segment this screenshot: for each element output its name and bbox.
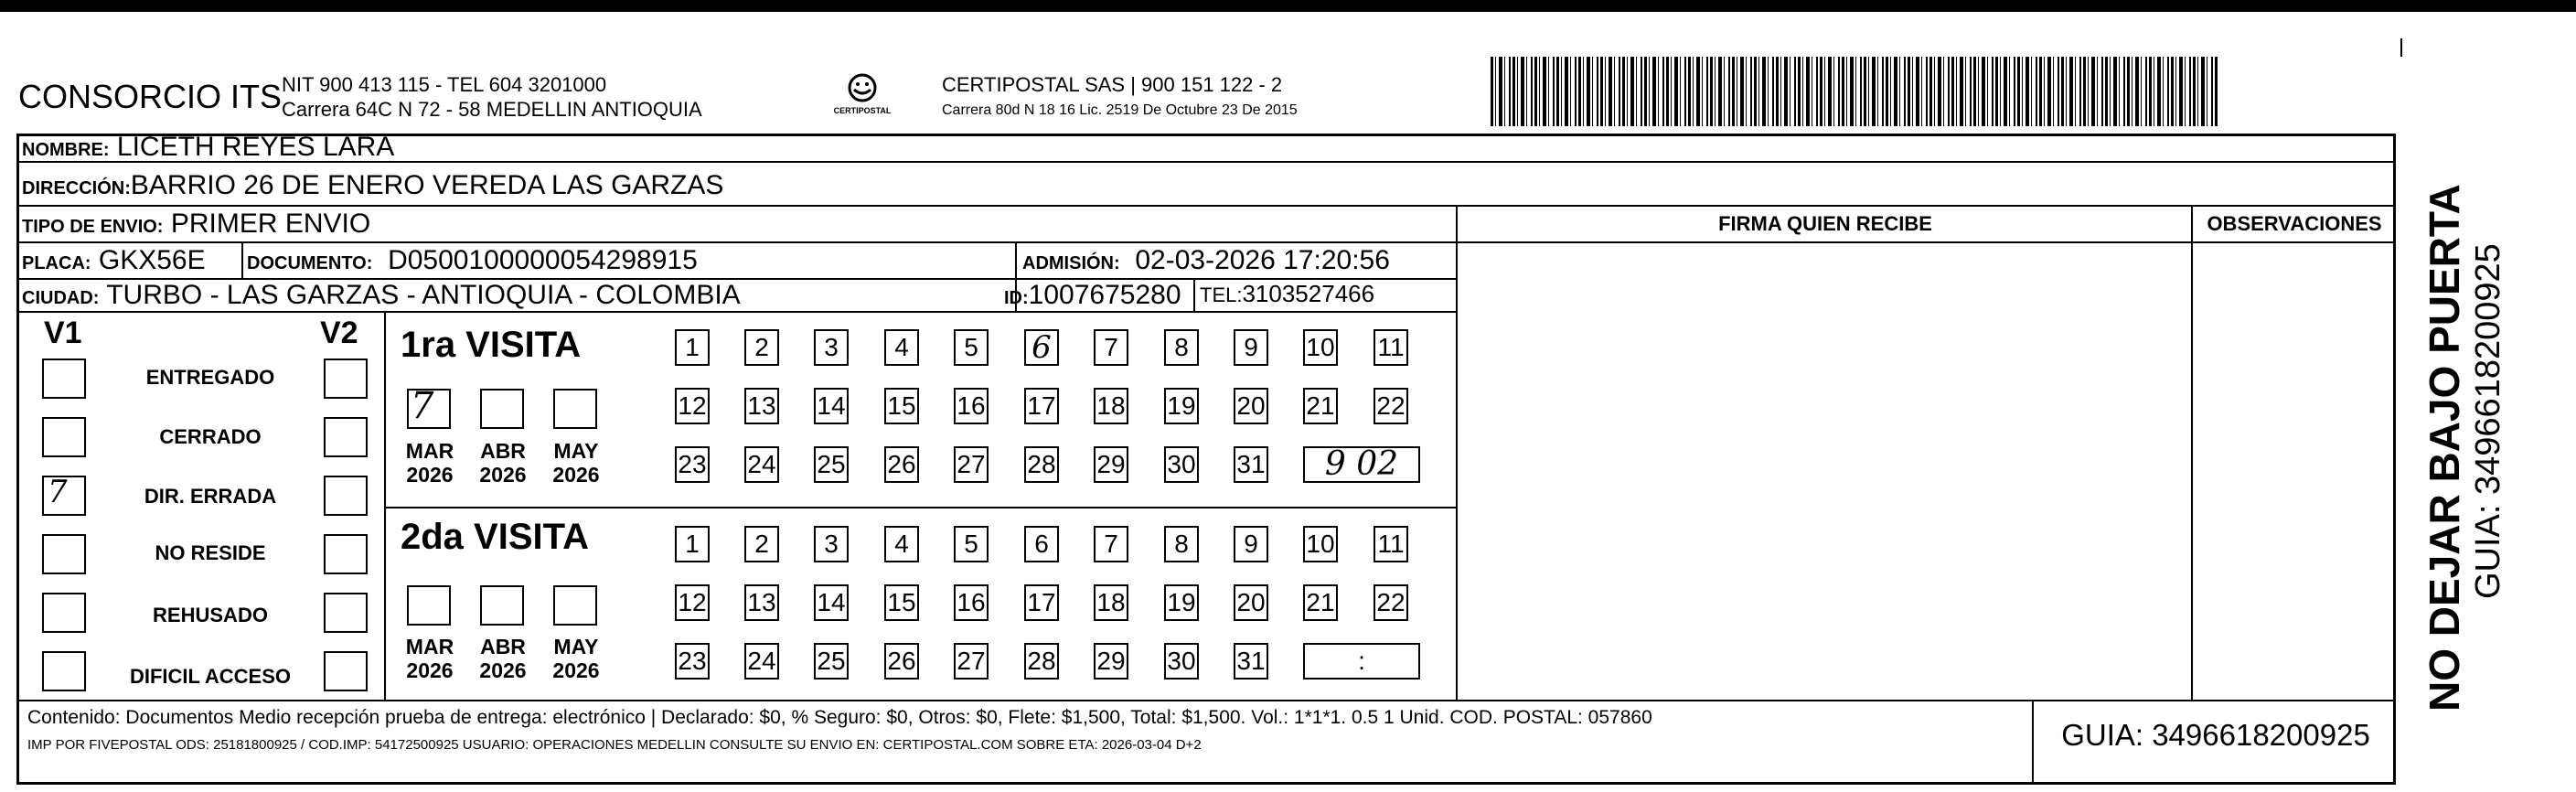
visit-2-day-24-box[interactable]: 24 <box>744 643 779 680</box>
v2-no-reside-checkbox[interactable] <box>324 534 368 574</box>
visit-1-time-box[interactable]: 9 02 <box>1303 446 1420 483</box>
visit-2-day-11-box[interactable]: 11 <box>1374 526 1408 562</box>
visit-2-day-10-box[interactable]: 10 <box>1303 526 1338 562</box>
handwritten-check-mark: 7 <box>48 474 68 510</box>
admision-value: 02-03-2026 17:20:56 <box>1135 245 1390 275</box>
visit-1-month-may-checkbox[interactable] <box>553 389 597 429</box>
visit-1-day-13-box[interactable]: 13 <box>744 388 779 424</box>
visit-2-month-mar-checkbox[interactable] <box>407 585 451 626</box>
month-label: MAR <box>405 439 454 463</box>
nombre-label: NOMBRE: <box>22 140 110 160</box>
company-nit: NIT 900 413 115 - TEL 604 3201000 <box>282 73 607 96</box>
cell-line <box>384 311 386 700</box>
logo-icon <box>830 70 894 124</box>
v2-dir-errada-checkbox[interactable] <box>324 476 368 516</box>
month-label: ABR <box>480 439 526 463</box>
top-border-bar <box>0 0 2576 12</box>
v1-entregado-checkbox[interactable] <box>42 359 86 399</box>
documento-row <box>247 245 698 276</box>
visit-1-title: 1ra VISITA <box>401 325 582 365</box>
visit-1-day-30-box[interactable]: 30 <box>1164 446 1199 483</box>
v1-dir-errada-checkbox[interactable] <box>42 476 86 516</box>
visit-2-day-1-box[interactable]: 1 <box>675 526 710 562</box>
ciudad-value: TURBO - LAS GARZAS - ANTIOQUIA - COLOMBIA <box>106 280 741 310</box>
direccion-label: DIRECCIÓN: <box>22 178 131 198</box>
visit-2-time-box[interactable]: : <box>1303 643 1420 680</box>
footer-line <box>16 700 2396 701</box>
tel-label: TEL: <box>1200 284 1243 306</box>
footer-guia: GUIA: 3496618200925 <box>2061 718 2370 752</box>
visit-1-day-10-box[interactable]: 10 <box>1303 329 1338 366</box>
v1-cerrado-checkbox[interactable] <box>42 417 86 457</box>
visit-2-month-may-checkbox[interactable] <box>553 585 597 626</box>
handwritten-check-mark: 7 <box>411 385 434 427</box>
v2-cerrado-checkbox[interactable] <box>324 417 368 457</box>
placa-label: PLACA: <box>22 253 91 273</box>
visit-2-day-20-box[interactable]: 20 <box>1234 584 1268 621</box>
v2-dificil-acceso-checkbox[interactable] <box>324 651 368 691</box>
corner-mark <box>2400 38 2402 57</box>
visit-2-day-9-box[interactable]: 9 <box>1234 526 1268 562</box>
visit-2-day-27-box[interactable]: 27 <box>954 643 989 680</box>
year-label: 2026 <box>552 658 600 682</box>
visit-2-title: 2da VISITA <box>401 517 589 557</box>
visit-2-day-28-box[interactable]: 28 <box>1024 643 1059 680</box>
visit-1-day-6-box[interactable]: 6 <box>1024 329 1059 366</box>
v2-rehusado-checkbox[interactable] <box>324 593 368 633</box>
visit-1-day-27-box[interactable]: 27 <box>954 446 989 483</box>
month-label: MAY <box>553 439 599 463</box>
v1-dificil-acceso-checkbox[interactable] <box>42 651 86 691</box>
status-dir-errada: DIR. ERRADA <box>144 485 277 508</box>
tipo-row <box>22 209 370 240</box>
visit-2-month-abr-checkbox[interactable] <box>480 585 524 626</box>
cell-line <box>1193 278 1195 311</box>
visit-2-day-13-box[interactable]: 13 <box>744 584 779 621</box>
visit-2-day-3-box[interactable]: 3 <box>814 526 849 562</box>
admision-row <box>1022 245 1390 276</box>
tipo-label: TIPO DE ENVIO: <box>22 217 164 237</box>
visit-2-day-6-box[interactable]: 6 <box>1024 526 1059 562</box>
visit-2-day-12-box[interactable]: 12 <box>675 584 710 621</box>
col-line <box>2191 205 2193 700</box>
visit-1-day-4-box[interactable]: 4 <box>884 329 919 366</box>
admision-label: ADMISIÓN: <box>1022 253 1120 273</box>
visit-2-day-23-box[interactable]: 23 <box>675 643 710 680</box>
cell-line <box>2032 700 2034 785</box>
visit-2-day-15-box[interactable]: 15 <box>884 584 919 621</box>
company-name: CONSORCIO ITS <box>18 78 283 115</box>
v2-header: V2 <box>320 316 358 350</box>
placa-row <box>22 245 206 276</box>
visit-divider-line <box>384 507 1457 508</box>
visit-2-day-26-box[interactable]: 26 <box>884 643 919 680</box>
logo-text: CERTIPOSTAL <box>833 106 892 115</box>
documento-value: D0500100000054298915 <box>388 245 698 275</box>
visit-2-day-2-box[interactable]: 2 <box>744 526 779 562</box>
visit-2-day-17-box[interactable]: 17 <box>1024 584 1059 621</box>
visit-1-day-20-box[interactable]: 20 <box>1234 388 1268 424</box>
visit-1-month-abr-checkbox[interactable] <box>480 389 524 429</box>
year-label: 2026 <box>406 658 454 682</box>
visit-2-day-4-box[interactable]: 4 <box>884 526 919 562</box>
month-label: MAY <box>553 635 599 658</box>
firma-header: FIRMA QUIEN RECIBE <box>1718 212 1932 235</box>
side-guia: GUIA: 3496618200925 <box>2469 243 2507 599</box>
visit-2-day-18-box[interactable]: 18 <box>1094 584 1128 621</box>
status-entregado: ENTREGADO <box>145 366 275 389</box>
visit-2-day-14-box[interactable]: 14 <box>814 584 849 621</box>
certipostal-logo <box>830 70 894 124</box>
imp-line: IMP POR FIVEPOSTAL ODS: 25181800925 / COD.IMP: 54172500925 USUARIO: OPERACIONES MEDELLIN CONSULTE SU ENVIO EN: CERTIPOSTAL.COM SOBRE ETA: 2026-03-04 D+2 <box>27 737 1202 753</box>
direccion-value: BARRIO 26 DE ENERO VEREDA LAS GARZAS <box>130 170 724 200</box>
visit-1-day-21-box[interactable]: 21 <box>1303 388 1338 424</box>
v1-rehusado-checkbox[interactable] <box>42 593 86 633</box>
visit-1-day-7-box[interactable]: 7 <box>1094 329 1128 366</box>
visit-1-day-19-box[interactable]: 19 <box>1164 388 1199 424</box>
visit-1-day-11-box[interactable]: 11 <box>1374 329 1408 366</box>
company-address: Carrera 64C N 72 - 58 MEDELLIN ANTIOQUIA <box>282 98 702 121</box>
v1-no-reside-checkbox[interactable] <box>42 534 86 574</box>
ciudad-row <box>22 280 741 311</box>
direccion-row <box>22 170 723 201</box>
visit-1-day-28-box[interactable]: 28 <box>1024 446 1059 483</box>
visit-1-day-2-box[interactable]: 2 <box>744 329 779 366</box>
visit-1-month-abr <box>476 439 530 487</box>
documento-label: DOCUMENTO: <box>247 253 373 273</box>
visit-2-day-7-box[interactable]: 7 <box>1094 526 1128 562</box>
no-dejar-bajo-puerta-notice: NO DEJAR BAJO PUERTA <box>2421 184 2468 712</box>
visit-2-month-may <box>549 635 604 682</box>
carrier-line: CERTIPOSTAL SAS | 900 151 122 - 2 <box>942 73 1283 96</box>
visit-1-day-29-box[interactable]: 29 <box>1094 446 1128 483</box>
visit-2-day-8-box[interactable]: 8 <box>1164 526 1199 562</box>
visit-2-day-31-box[interactable]: 31 <box>1234 643 1268 680</box>
visit-1-day-8-box[interactable]: 8 <box>1164 329 1199 366</box>
nombre-row <box>22 132 394 163</box>
visit-2-day-16-box[interactable]: 16 <box>954 584 989 621</box>
year-label: 2026 <box>479 463 527 487</box>
year-label: 2026 <box>479 658 527 682</box>
visit-1-day-22-box[interactable]: 22 <box>1374 388 1408 424</box>
barcode <box>1491 57 2218 126</box>
visit-1-day-16-box[interactable]: 16 <box>954 388 989 424</box>
visit-1-day-15-box[interactable]: 15 <box>884 388 919 424</box>
visit-1-month-mar-checkbox[interactable] <box>407 385 451 429</box>
carrier-address: Carrera 80d N 18 16 Lic. 2519 De Octubre 23 De 2015 <box>942 102 1298 118</box>
tel-row <box>1200 280 1374 308</box>
year-label: 2026 <box>406 463 454 487</box>
visit-2-day-29-box[interactable]: 29 <box>1094 643 1128 680</box>
visit-1-day-26-box[interactable]: 26 <box>884 446 919 483</box>
v2-entregado-checkbox[interactable] <box>324 359 368 399</box>
row-line <box>16 205 2396 207</box>
month-label: MAR <box>405 635 454 658</box>
ciudad-label: CIUDAD: <box>22 288 100 308</box>
visit-2-day-5-box[interactable]: 5 <box>954 526 989 562</box>
nombre-value: LICETH REYES LARA <box>116 132 395 162</box>
visit-2-day-25-box[interactable]: 25 <box>814 643 849 680</box>
visit-1-day-14-box[interactable]: 14 <box>814 388 849 424</box>
status-dificil-acceso: DIFICIL ACCESO <box>129 665 291 688</box>
visit-1-month-mar <box>402 439 457 487</box>
visit-1-day-24-box[interactable]: 24 <box>744 446 779 483</box>
visit-1-day-1-box[interactable]: 1 <box>675 329 710 366</box>
status-no-reside: NO RESIDE <box>155 541 266 564</box>
cell-line <box>241 241 243 278</box>
visit-1-day-5-box[interactable]: 5 <box>954 329 989 366</box>
visit-1-day-18-box[interactable]: 18 <box>1094 388 1128 424</box>
visit-2-day-30-box[interactable]: 30 <box>1164 643 1199 680</box>
id-row <box>1004 280 1181 311</box>
id-label: ID: <box>1004 288 1029 308</box>
contenido-line: Contenido: Documentos Medio recepción prueba de entrega: electrónico | Declarado: $0, % Seguro: $0, Otros: $0, Flete: $1,500, Total: $1,500. Vol.: 1*1*1. 0.5 1 Unid. COD. POSTAL: 057860 <box>27 707 1652 728</box>
tipo-value: PRIMER ENVIO <box>170 209 371 239</box>
visit-2-day-22-box[interactable]: 22 <box>1374 584 1408 621</box>
visit-1-month-may <box>549 439 604 487</box>
v1-header: V1 <box>44 316 82 350</box>
status-cerrado: CERRADO <box>159 425 262 448</box>
year-label: 2026 <box>552 463 600 487</box>
visit-1-day-25-box[interactable]: 25 <box>814 446 849 483</box>
placa-value: GKX56E <box>98 245 206 275</box>
month-label: ABR <box>480 635 526 658</box>
visit-2-day-19-box[interactable]: 19 <box>1164 584 1199 621</box>
visit-1-day-3-box[interactable]: 3 <box>814 329 849 366</box>
col-line <box>1456 205 1458 700</box>
status-rehusado: REHUSADO <box>153 604 268 626</box>
visit-1-day-17-box[interactable]: 17 <box>1024 388 1059 424</box>
row-line <box>16 241 2396 243</box>
row-line <box>16 311 1457 313</box>
visit-2-day-21-box[interactable]: 21 <box>1303 584 1338 621</box>
id-value: 1007675280 <box>1028 280 1181 310</box>
observaciones-header: OBSERVACIONES <box>2207 212 2382 235</box>
visit-1-day-31-box[interactable]: 31 <box>1234 446 1268 483</box>
visit-1-day-23-box[interactable]: 23 <box>675 446 710 483</box>
visit-2-month-abr <box>476 635 530 682</box>
visit-2-month-mar <box>402 635 457 682</box>
visit-1-day-9-box[interactable]: 9 <box>1234 329 1268 366</box>
visit-1-day-12-box[interactable]: 12 <box>675 388 710 424</box>
tel-value: 3103527466 <box>1242 280 1375 307</box>
